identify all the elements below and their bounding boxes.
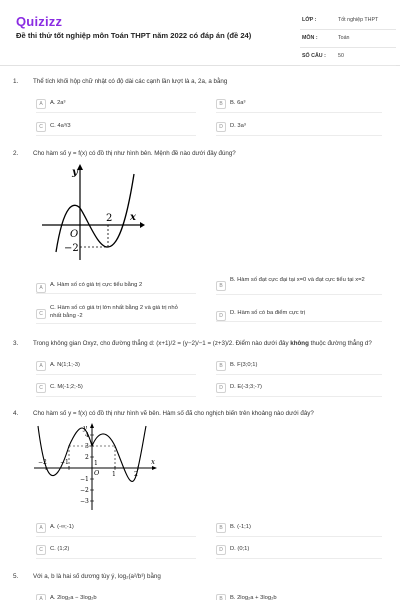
option-letter: A (36, 283, 46, 293)
option-text: C. (1;2) (50, 546, 70, 552)
option-b[interactable] (216, 360, 382, 375)
option-text: C. M(-1;2;-5) (50, 384, 83, 390)
axis-label-y: y (72, 167, 78, 178)
meta-label: MÔN : (302, 35, 318, 41)
worksheet-meta (300, 12, 396, 66)
question-text (33, 340, 372, 347)
tick-label-y-3: 3 (85, 443, 89, 450)
tick-label-y-4: 4 (85, 432, 89, 439)
option-text: A. 2a³ (50, 100, 66, 106)
option-text: D. Hàm số có ba điểm cực trị (230, 310, 306, 316)
axis-label-y: y (83, 424, 87, 432)
meta-label: SỐ CÂU : (302, 53, 326, 59)
question-number: 2. (13, 150, 19, 157)
question-number: 1. (13, 78, 19, 85)
option-a[interactable] (36, 360, 196, 375)
tick-label-y-minus-2: −2 (80, 487, 89, 494)
meta-value: 50 (338, 53, 344, 59)
option-text: D. E(-3;3;-7) (230, 384, 262, 390)
option-letter: C (36, 309, 46, 319)
question-number: 4. (13, 410, 19, 417)
option-letter: B (216, 361, 226, 371)
option-a[interactable] (36, 593, 196, 600)
option-a[interactable] (36, 279, 196, 294)
origin-label: O (94, 469, 100, 477)
question-text: Cho hàm số y = f(x) có đồ thị như hình bên. Mệnh đề nào dưới đây đúng? (33, 150, 236, 157)
option-letter: C (36, 545, 46, 555)
option-letter: D (216, 545, 226, 555)
option-letter: A (36, 99, 46, 109)
option-text: B. (-1;1) (230, 524, 251, 530)
option-d[interactable] (216, 544, 382, 559)
option-letter: D (216, 122, 226, 132)
question-text-part: Trong không gian Oxyz, cho đường thẳng d: (x+1)/2 = (y−2)/−1 = (z+3)/2. Điểm nào dưới đây (33, 340, 289, 347)
tick-label-x-minus-2: −2 (38, 459, 47, 466)
question-number: 3. (13, 340, 19, 347)
option-d[interactable] (216, 121, 382, 136)
option-letter: B (216, 281, 226, 291)
function-graph-q4 (30, 422, 160, 512)
tick-label-y-1: 1 (94, 460, 98, 467)
question-text-emphasis: không (290, 340, 309, 347)
option-b[interactable] (216, 277, 382, 295)
option-text: C. 4a³/3 (50, 123, 71, 129)
option-d[interactable] (216, 382, 382, 397)
option-text: B. 6a³ (230, 100, 246, 106)
meta-value: Toán (338, 35, 350, 41)
option-text: C. Hàm số có giá trị lớn nhất bằng 2 và giá trị nhỏ nhất bằng -2 (50, 305, 178, 319)
question-text: Thể tích khối hộp chữ nhật có độ dài các cạnh lần lượt là a, 2a, a bằng (33, 78, 228, 85)
question-text: Với a, b là hai số dương tùy ý, log₂(a²/b³) bằng (33, 573, 161, 580)
option-letter: A (36, 523, 46, 533)
tick-label-y-2: 2 (85, 454, 89, 461)
question-text-part: thuộc đường thẳng d? (310, 340, 372, 347)
tick-label-y-minus-1: −1 (80, 476, 89, 483)
option-letter: C (36, 383, 46, 393)
option-c[interactable] (36, 382, 196, 397)
option-letter: B (216, 99, 226, 109)
option-c[interactable] (36, 305, 196, 324)
option-text: B. F(3;0;1) (230, 362, 258, 368)
option-text: D. (0;1) (230, 546, 250, 552)
meta-row-class (300, 12, 396, 30)
option-text: D. 3a³ (230, 123, 246, 129)
option-b[interactable] (216, 522, 382, 537)
worksheet-header (0, 0, 400, 66)
option-letter: A (36, 361, 46, 371)
tick-label-x-2: 2 (106, 213, 113, 224)
option-letter: B (216, 523, 226, 533)
option-text: B. 2log₂a + 3log₂b (230, 595, 277, 600)
tick-label-y-minus-3: −3 (80, 498, 89, 505)
quizizz-logo[interactable]: Quizizz (16, 14, 63, 29)
option-letter: D (216, 383, 226, 393)
option-a[interactable] (36, 98, 196, 113)
function-graph-q2 (36, 162, 146, 262)
option-text: A. 2log₂a − 3log₂b (50, 595, 97, 600)
tick-label-x-1: 1 (112, 471, 116, 478)
option-b[interactable] (216, 98, 382, 113)
axis-label-x: x (151, 458, 155, 466)
meta-row-count (300, 48, 396, 66)
option-c[interactable] (36, 121, 196, 136)
axis-label-x: x (130, 212, 136, 223)
option-b[interactable] (216, 593, 382, 600)
meta-label: LỚP : (302, 17, 317, 23)
option-d[interactable] (216, 307, 382, 322)
tick-label-x-2: 2 (134, 471, 138, 478)
meta-row-subject (300, 30, 396, 48)
option-c[interactable] (36, 544, 196, 559)
origin-label: O (70, 229, 79, 240)
option-letter: A (36, 594, 46, 600)
option-letter: D (216, 311, 226, 321)
option-text: A. Hàm số có giá trị cực tiểu bằng 2 (50, 282, 143, 288)
option-text: B. Hàm số đạt cực đại tại x=0 và đạt cực tiểu tại x=2 (230, 277, 365, 283)
option-a[interactable] (36, 522, 196, 537)
option-letter: B (216, 594, 226, 600)
option-text: A. N(1;1;-3) (50, 362, 80, 368)
worksheet-title: Đề thi thử tốt nghiệp môn Toán THPT năm 2022 có đáp án (đề 24) (16, 31, 252, 40)
question-text: Cho hàm số y = f(x) có đồ thị như hình vẽ bên. Hàm số đã cho nghịch biến trên khoảng nào dưới đây? (33, 410, 314, 417)
tick-label-x-minus-1: −1 (60, 459, 69, 466)
option-letter: C (36, 122, 46, 132)
question-number: 5. (13, 573, 19, 580)
meta-value: Tốt nghiệp THPT (338, 17, 379, 23)
option-text: A. (-∞;-1) (50, 524, 74, 530)
tick-label-y-minus-2: −2 (64, 243, 79, 254)
